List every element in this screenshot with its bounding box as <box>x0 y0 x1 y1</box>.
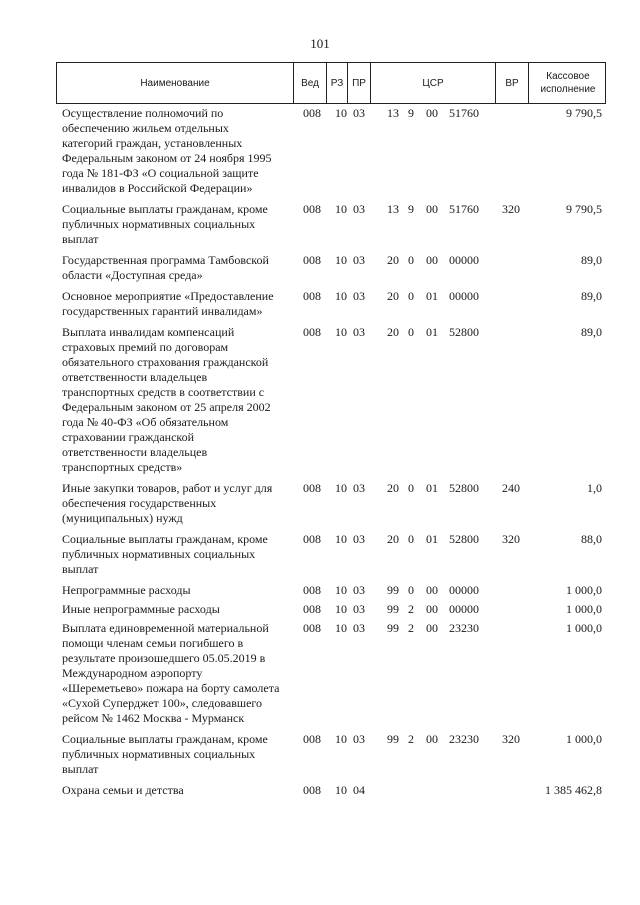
row-csr-1: 99 <box>387 583 399 597</box>
row-csr-3: 00 <box>426 202 438 216</box>
row-sum: 1 000,0 <box>566 621 602 635</box>
table-row <box>56 621 606 726</box>
row-csr-2: 0 <box>408 532 414 546</box>
row-csr-1: 99 <box>387 602 399 616</box>
header-divider <box>528 63 529 103</box>
row-csr-2: 2 <box>408 732 414 746</box>
header-sum: Кассовое исполнение <box>540 71 596 95</box>
row-csr-3: 01 <box>426 481 438 495</box>
row-pr: 03 <box>353 621 365 635</box>
row-rz: 10 <box>335 202 347 216</box>
row-csr-2: 9 <box>408 106 414 120</box>
header-name: Наименование <box>140 77 210 89</box>
row-name: Основное мероприятие «Предоставление государственных гарантий инвалидам» <box>62 289 274 318</box>
row-ved: 008 <box>303 289 321 303</box>
table-body <box>56 106 606 798</box>
row-ved: 008 <box>303 106 321 120</box>
row-csr-2: 0 <box>408 289 414 303</box>
row-pr: 03 <box>353 732 365 746</box>
table-row <box>56 289 606 319</box>
row-pr: 03 <box>353 532 365 546</box>
row-sum: 9 790,5 <box>566 106 602 120</box>
row-ved: 008 <box>303 202 321 216</box>
row-csr-2: 0 <box>408 583 414 597</box>
row-sum: 89,0 <box>581 253 602 267</box>
row-pr: 03 <box>353 253 365 267</box>
row-csr-4: 00000 <box>449 253 479 267</box>
row-name: Выплата инвалидам компенсаций страховых премий по договорам обязательного страхования гражданской ответственности владельцев транспортных средств в соответствии с Федеральным законом от 25 апреля 2002 года № 40-ФЗ «Об обязательном страховании гражданской ответственности владельцев транспортных средств» <box>62 325 271 474</box>
row-pr: 03 <box>353 202 365 216</box>
row-vr: 320 <box>502 202 520 216</box>
row-ved: 008 <box>303 583 321 597</box>
table-row <box>56 783 606 798</box>
row-rz: 10 <box>335 583 347 597</box>
row-sum: 9 790,5 <box>566 202 602 216</box>
row-csr-4: 51760 <box>449 106 479 120</box>
row-pr: 03 <box>353 289 365 303</box>
row-csr-2: 9 <box>408 202 414 216</box>
table-row <box>56 602 606 617</box>
row-csr-3: 00 <box>426 106 438 120</box>
row-rz: 10 <box>335 783 347 797</box>
row-csr-1: 13 <box>387 106 399 120</box>
row-pr: 03 <box>353 602 365 616</box>
row-ved: 008 <box>303 532 321 546</box>
row-csr-4: 23230 <box>449 621 479 635</box>
row-name: Иные непрограммные расходы <box>62 602 220 616</box>
table-row <box>56 106 606 196</box>
row-vr: 240 <box>502 481 520 495</box>
row-ved: 008 <box>303 253 321 267</box>
row-name: Осуществление полномочий по обеспечению жильем отдельных категорий граждан, установленных Федеральным законом от 24 ноября 1995 года № 181-ФЗ «О социальной защите инвалидов в Российской Федерации» <box>62 106 272 195</box>
row-csr-2: 0 <box>408 481 414 495</box>
row-name: Социальные выплаты гражданам, кроме публичных нормативных социальных выплат <box>62 532 268 576</box>
row-csr-3: 01 <box>426 532 438 546</box>
row-csr-3: 00 <box>426 583 438 597</box>
row-name: Государственная программа Тамбовской области «Доступная среда» <box>62 253 269 282</box>
row-ved: 008 <box>303 621 321 635</box>
row-csr-3: 01 <box>426 289 438 303</box>
row-pr: 03 <box>353 481 365 495</box>
table-row <box>56 481 606 526</box>
table-row <box>56 253 606 283</box>
row-csr-1: 99 <box>387 621 399 635</box>
row-rz: 10 <box>335 732 347 746</box>
row-sum: 1 000,0 <box>566 583 602 597</box>
row-sum: 1 000,0 <box>566 732 602 746</box>
row-name: Социальные выплаты гражданам, кроме публичных нормативных социальных выплат <box>62 732 268 776</box>
row-csr-4: 51760 <box>449 202 479 216</box>
row-name: Иные закупки товаров, работ и услуг для обеспечения государственных (муниципальных) нужд <box>62 481 273 525</box>
header-csr: ЦСР <box>422 77 444 89</box>
row-name: Выплата единовременной материальной помощи членам семьи погибшего в результате произошедшего 05.05.2019 в Международном аэропорту «Шереметьево» пожара на борту самолета «Сухой Суперджет 100», следовавшего рейсом № 1462 Москва - Мурманск <box>62 621 280 725</box>
header-vr: ВР <box>505 77 519 89</box>
table-row <box>56 583 606 598</box>
row-sum: 88,0 <box>581 532 602 546</box>
header-rz: РЗ <box>330 77 344 89</box>
row-pr: 03 <box>353 583 365 597</box>
row-csr-4: 00000 <box>449 583 479 597</box>
row-sum: 1,0 <box>587 481 602 495</box>
row-csr-3: 01 <box>426 325 438 339</box>
row-csr-3: 00 <box>426 732 438 746</box>
row-rz: 10 <box>335 602 347 616</box>
row-ved: 008 <box>303 325 321 339</box>
row-rz: 10 <box>335 253 347 267</box>
row-rz: 10 <box>335 532 347 546</box>
row-rz: 10 <box>335 481 347 495</box>
row-vr: 320 <box>502 532 520 546</box>
row-ved: 008 <box>303 732 321 746</box>
row-csr-2: 0 <box>408 253 414 267</box>
row-csr-1: 20 <box>387 532 399 546</box>
row-ved: 008 <box>303 602 321 616</box>
row-sum: 89,0 <box>581 289 602 303</box>
row-csr-3: 00 <box>426 253 438 267</box>
row-csr-1: 20 <box>387 325 399 339</box>
row-pr: 03 <box>353 325 365 339</box>
table-row <box>56 732 606 777</box>
table-row <box>56 202 606 247</box>
row-csr-3: 00 <box>426 602 438 616</box>
header-pr: ПР <box>352 77 366 89</box>
table-row <box>56 325 606 475</box>
row-pr: 03 <box>353 106 365 120</box>
row-sum: 1 385 462,8 <box>545 783 602 797</box>
row-csr-4: 52800 <box>449 532 479 546</box>
row-ved: 008 <box>303 783 321 797</box>
row-csr-1: 99 <box>387 732 399 746</box>
row-csr-4: 52800 <box>449 481 479 495</box>
table-row <box>56 532 606 577</box>
row-vr: 320 <box>502 732 520 746</box>
row-csr-1: 13 <box>387 202 399 216</box>
row-rz: 10 <box>335 289 347 303</box>
row-sum: 1 000,0 <box>566 602 602 616</box>
page-number: 101 <box>310 36 330 51</box>
row-csr-2: 2 <box>408 621 414 635</box>
row-csr-4: 00000 <box>449 602 479 616</box>
row-csr-1: 20 <box>387 289 399 303</box>
row-csr-1: 20 <box>387 253 399 267</box>
row-csr-2: 0 <box>408 325 414 339</box>
row-rz: 10 <box>335 325 347 339</box>
header-ved: Вед <box>301 77 319 89</box>
row-csr-4: 00000 <box>449 289 479 303</box>
row-csr-1: 20 <box>387 481 399 495</box>
row-csr-4: 23230 <box>449 732 479 746</box>
row-pr: 04 <box>353 783 365 797</box>
row-ved: 008 <box>303 481 321 495</box>
row-csr-4: 52800 <box>449 325 479 339</box>
row-rz: 10 <box>335 106 347 120</box>
row-csr-2: 2 <box>408 602 414 616</box>
row-name: Непрограммные расходы <box>62 583 191 597</box>
table-header <box>56 62 606 104</box>
row-sum: 89,0 <box>581 325 602 339</box>
row-name: Охрана семьи и детства <box>62 783 184 797</box>
row-csr-3: 00 <box>426 621 438 635</box>
row-rz: 10 <box>335 621 347 635</box>
row-name: Социальные выплаты гражданам, кроме публичных нормативных социальных выплат <box>62 202 268 246</box>
